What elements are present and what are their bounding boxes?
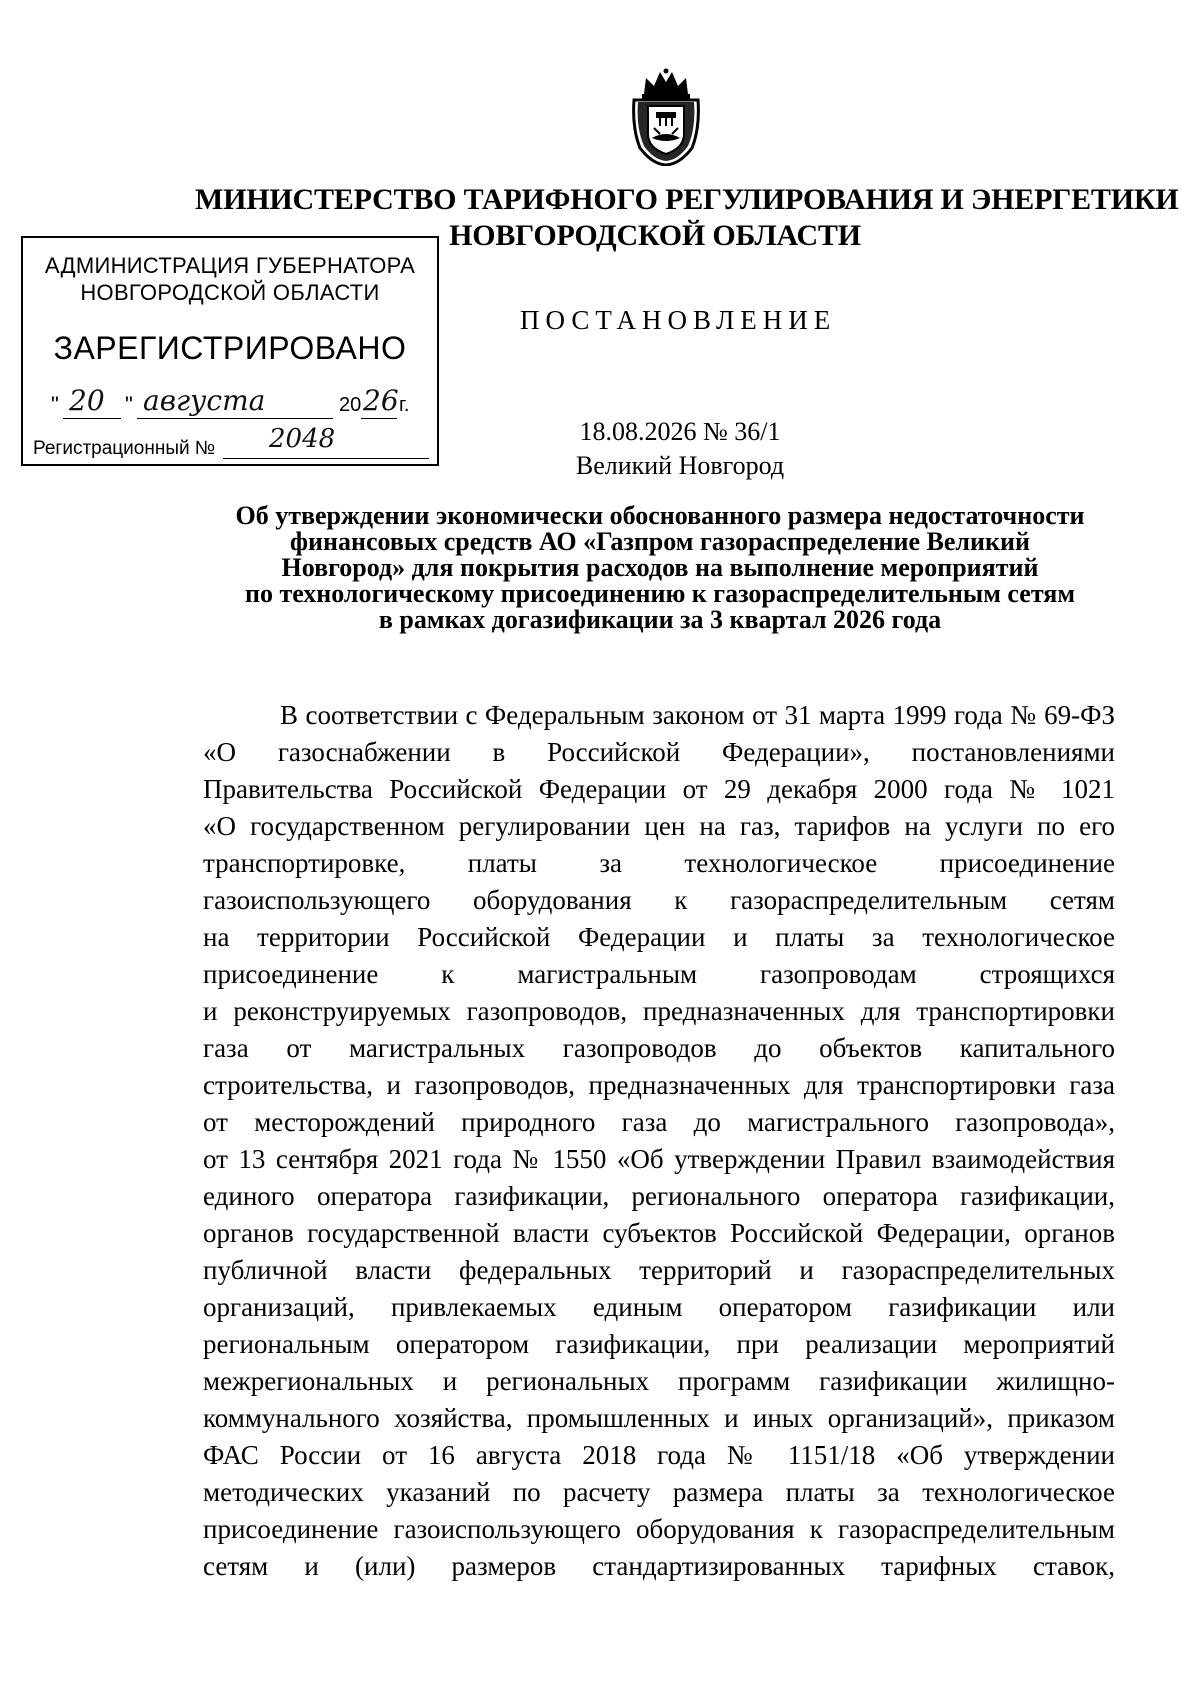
stamp-registered-label: ЗАРЕГИСТРИРОВАНО	[53, 330, 407, 366]
ministry-title-line-2: НОВГОРОДСКОЙ ОБЛАСТИ	[449, 219, 861, 252]
body-line: сетям и (или) размеров стандартизированных тарифных ставок,	[203, 1551, 1115, 1581]
resolution-subject	[200, 503, 1120, 633]
resolution-body	[203, 697, 1115, 1585]
body-line: от месторождений природного газа до магистрального газопровода»,	[203, 1107, 1115, 1137]
body-line: В соответствии с Федеральным законом от 31 марта 1999 года № 69-ФЗ	[280, 700, 1115, 730]
subject-line: Новгород» для покрытия расходов на выполнение мероприятий	[281, 553, 1039, 582]
body-line: газа от магистральных газопроводов до объектов капитального	[203, 1033, 1115, 1063]
stamp-year-prefix: 20	[339, 394, 362, 416]
stamp-admin-line-1: АДМИНИСТРАЦИЯ ГУБЕРНАТОРА	[44, 253, 416, 278]
body-line: региональным оператором газификации, при реализации мероприятий	[203, 1329, 1115, 1359]
body-line: присоединение к магистральным газопроводам строящихся	[203, 959, 1115, 989]
body-line: коммунального хозяйства, промышленных и иных организаций», приказом	[203, 1403, 1115, 1433]
stamp-handwritten-reg-number: 2048	[269, 424, 336, 454]
subject-line: финансовых средств АО «Газпром газораспределение Великий	[290, 527, 1030, 556]
body-line: органов государственной власти субъектов Российской Федерации, органов	[203, 1218, 1115, 1248]
stamp-handwritten-day: 20	[69, 384, 105, 417]
stamp-number-underline	[223, 458, 429, 459]
resolution-title: ПОСТАНОВЛЕНИЕ	[520, 305, 837, 335]
body-line: межрегиональных и региональных программ газификации жилищно-	[203, 1366, 1115, 1396]
ministry-title-line-1: МИНИСТЕРСТВО ТАРИФНОГО РЕГУЛИРОВАНИЯ И ЭНЕРГЕТИКИ	[195, 183, 1179, 216]
resolution-date-number: 18.08.2026 № 36/1	[579, 417, 781, 446]
stamp-reg-number-label: Регистрационный №	[33, 438, 216, 459]
body-line: «О газоснабжении в Российской Федерации», постановлениями	[203, 737, 1115, 767]
resolution-meta	[520, 415, 840, 483]
subject-line: по технологическому присоединению к газораспределительным сетям	[244, 579, 1076, 608]
stamp-date-row	[51, 384, 431, 428]
stamp-year-mark: г.	[399, 394, 410, 416]
stamp-close-quote: "	[125, 392, 133, 417]
body-line: от 13 сентября 2021 года № 1550 «Об утверждении Правил взаимодействия	[203, 1144, 1115, 1174]
body-line: ФАС России от 16 августа 2018 года № 1151/18 «Об утверждении	[203, 1440, 1115, 1470]
stamp-year-underline	[361, 418, 397, 419]
body-line: Правительства Российской Федерации от 29 декабря 2000 года № 1021	[203, 774, 1115, 804]
stamp-number-row	[33, 424, 433, 464]
body-line: «О государственном регулировании цен на газ, тарифов на услуги по его	[203, 811, 1115, 841]
body-line: и реконструируемых газопроводов, предназначенных для транспортировки	[203, 996, 1115, 1026]
body-line: публичной власти федеральных территорий и газораспределительных	[203, 1255, 1115, 1285]
stamp-day-underline	[63, 418, 121, 419]
resolution-city: Великий Новгород	[575, 451, 785, 480]
body-line: методических указаний по расчету размера платы за технологическое	[203, 1477, 1115, 1507]
subject-line: в рамках догазификации за 3 квартал 2026 года	[378, 605, 942, 634]
stamp-administration	[23, 252, 437, 306]
body-line: строительства, и газопроводов, предназначенных для транспортировки газа	[203, 1070, 1115, 1100]
stamp-open-quote: "	[51, 392, 59, 417]
stamp-month-underline	[137, 418, 333, 419]
stamp-handwritten-year: 26	[363, 384, 399, 417]
stamp-handwritten-month: августа	[143, 384, 266, 417]
subject-line: Об утверждении экономически обоснованного размера недостаточности	[235, 501, 1085, 530]
body-line: на территории Российской Федерации и платы за технологическое	[203, 922, 1115, 952]
body-line: организаций, привлекаемых единым оператором газификации или	[203, 1292, 1115, 1322]
body-line: газоиспользующего оборудования к газораспределительным сетям	[203, 885, 1115, 915]
novgorod-coat-of-arms-icon	[630, 68, 702, 166]
body-line: единого оператора газификации, регионального оператора газификации,	[203, 1181, 1115, 1211]
stamp-admin-line-2: НОВГОРОДСКОЙ ОБЛАСТИ	[80, 280, 380, 305]
body-line: присоединение газоиспользующего оборудования к газораспределительным	[203, 1514, 1115, 1544]
body-line: транспортировке, платы за технологическое присоединение	[203, 848, 1115, 878]
registration-stamp	[21, 236, 439, 466]
